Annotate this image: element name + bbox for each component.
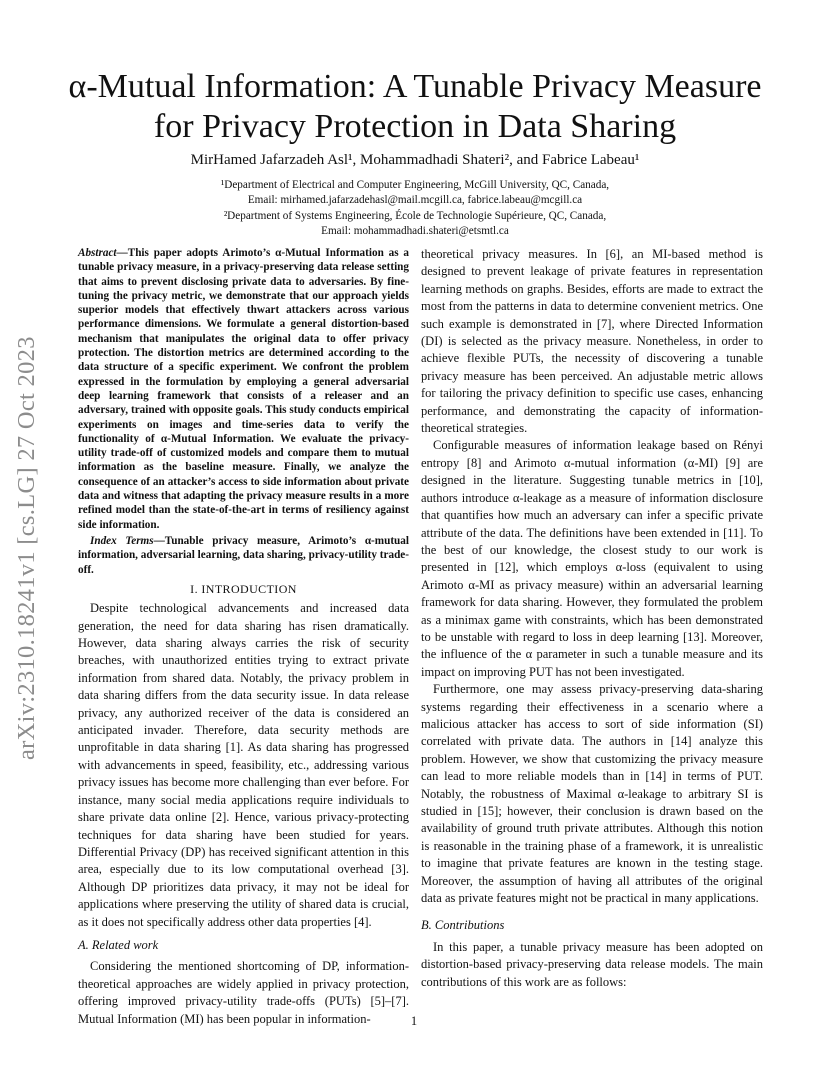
affiliation-email: Email: mohammadhadi.shateri@etsmtl.ca [321,224,509,237]
affiliations [60,178,770,239]
left-column [78,246,409,1028]
subsection-heading-related-work: A. Related work [78,937,159,952]
paragraph: Furthermore, one may assess privacy-preserving data-sharing systems regarding their effectiveness in a scenario where a malicious attacker has access to sort of side information (SI) correlated with private data. The authors in [14] analyze this problem. However, we show that customizing the privacy measure can lead to more reliable models than in [14] in terms of PUT. Notably, the robustness of Maximal α-leakage to arbitrary SI is studied in [15]; however, their conclusion is drawn based on the availability of ground truth private attributes. Although this notion is reasonable in the training phase of a framework, it is unrealistic to imagine that private features are known in the testing stage. Moreover, the assumption of having all attributes of the original data as private features might not be practical in many applications. [421,682,763,906]
author-list: MirHamed Jafarzadeh Asl¹, Mohammadhadi Shateri², and Fabrice Labeau¹ [190,152,640,168]
arxiv-identifier: arXiv:2310.18241v1 [cs.LG] 27 Oct 2023 [13,336,40,760]
affiliation-line: ¹Department of Electrical and Computer Engineering, McGill University, QC, Canada, [220,179,610,191]
index-terms-text: —Tunable privacy measure, Arimoto’s α-mutual information, adversarial learning, data sharing, privacy-utility trade-off. [78,534,409,576]
right-column [421,246,763,991]
intro-paragraph: Despite technological advancements and increased data generation, the need for data sharing has risen dramatically. However, data sharing always carries the risk of security breaches, with unauthorized entities trying to extract private information from shared data. Notably, the privacy problem in data sharing differs from the data security issue. In data release privacy, any authorized receiver of the data is considered an anticipated invader. Therefore, data security methods are unprofitable in data sharing [1]. As data sharing has progressed with advancements in speed, feasibility, etc., addressing various privacy issues has become more challenging than ever before. For instance, many social media applications require individuals to share private data online [2]. Hence, various privacy-protecting techniques for data sharing have been studied for years. Differential Privacy (DP) has received significant attention in this area, especially due to its low computational overhead [3]. Although DP prioritizes data privacy, it may not be ideal for applications where preserving the utility of shared data is crucial, as it does not specifically address other data properties [4]. [78,601,409,929]
related-work-paragraph: Considering the mentioned shortcoming of DP, information-theoretical approaches are widely applied in privacy protection, offering improved privacy-utility trade-offs (PUTs) [5]–[7]. Mutual Information (MI) has been popular in information- [78,959,409,1026]
paragraph: Configurable measures of information leakage based on Rényi entropy [8] and Arimoto α-mutual information (α-MI) [9] are designed in the literature. Suggesting tunable metrics in [10], authors introduce α-leakage as a measure of information disclosure that quantifies how much an adversary can infer a specific private attribute of the data. The definitions have been extended in [11]. To the best of our knowledge, the closest study to our work is presented in [12], which employs α-loss (equivalent to using Arimoto α-MI as privacy measure) within an adversarial learning framework for data sharing. However, they formulated the problem as a minimax game with constraints, which has been demonstrated to be unstable with regard to loss in deep learning [13]. Moreover, the influence of the α parameter in such a tunable measure and its impact on improving PUT has not been investigated. [421,438,763,679]
title-line-2: for Privacy Protection in Data Sharing [153,108,677,145]
page-number: 1 [410,1014,418,1028]
affiliation-line: ²Department of Systems Engineering, École de Technologie Supérieure, QC, Canada, [223,209,607,222]
paper-title [60,67,770,147]
affiliation-email: Email: mirhamed.jafarzadehasl@mail.mcgill.ca, fabrice.labeau@mcgill.ca [247,194,583,207]
index-terms-label: Index Terms [90,534,154,547]
abstract-label: Abstract [78,247,117,259]
subsection-heading-contributions: B. Contributions [421,918,505,933]
abstract [78,246,409,532]
section-heading-introduction: I. INTRODUCTION [190,581,297,596]
paragraph: theoretical privacy measures. In [6], an MI-based method is designed to prevent leakage of private features in representation learning methods on graphs. Besides, efforts are made to extract the most from the patterns in data to determine convenient metrics. One such example is demonstrated in [7], where Directed Information (DI) is selected as the privacy measure. Nonetheless, in order to achieve flexible PUTs, the necessity of discovering a tunable privacy measure has been perceived. An adjustable metric allows for tailoring the privacy definition to specific use cases, enhancing performance, and demonstrating the capacity of information-theoretical strategies. [421,247,763,436]
index-terms [78,534,409,577]
contributions-paragraph: In this paper, a tunable privacy measure has been adopted on distortion-based privacy-preserving data release models. The main contributions of this work are as follows: [421,939,763,989]
abstract-text: —This paper adopts Arimoto’s α-Mutual Information as a tunable privacy measure, in a privacy-preserving data release setting that aims to prevent disclosing private data to adversaries. By fine-tuning the privacy metric, we demonstrate that our approach yields superior models that effectively thwart attackers across various performance dimensions. We formulate a general distortion-based mechanism that manipulates the original data to offer privacy protection. The distortion metrics are determined according to the data structure of a specific experiment. We confront the problem expressed in the formulation by employing a general adversarial deep learning framework that consists of a releaser and an adversary, trained with opposite goals. This study conducts empirical experiments on images and time-series data to verify the functionality of α-Mutual Information. We evaluate the privacy-utility trade-off of customized models and compare them to mutual information as the baseline measure. Finally, we analyze the consequence of an attacker’s access to side information about private data and witness that adapting the privacy measure results in a more refined model than the state-of-the-art in terms of resiliency against side information. [78,247,409,531]
title-line-1: α-Mutual Information: A Tunable Privacy Measure [68,68,762,105]
